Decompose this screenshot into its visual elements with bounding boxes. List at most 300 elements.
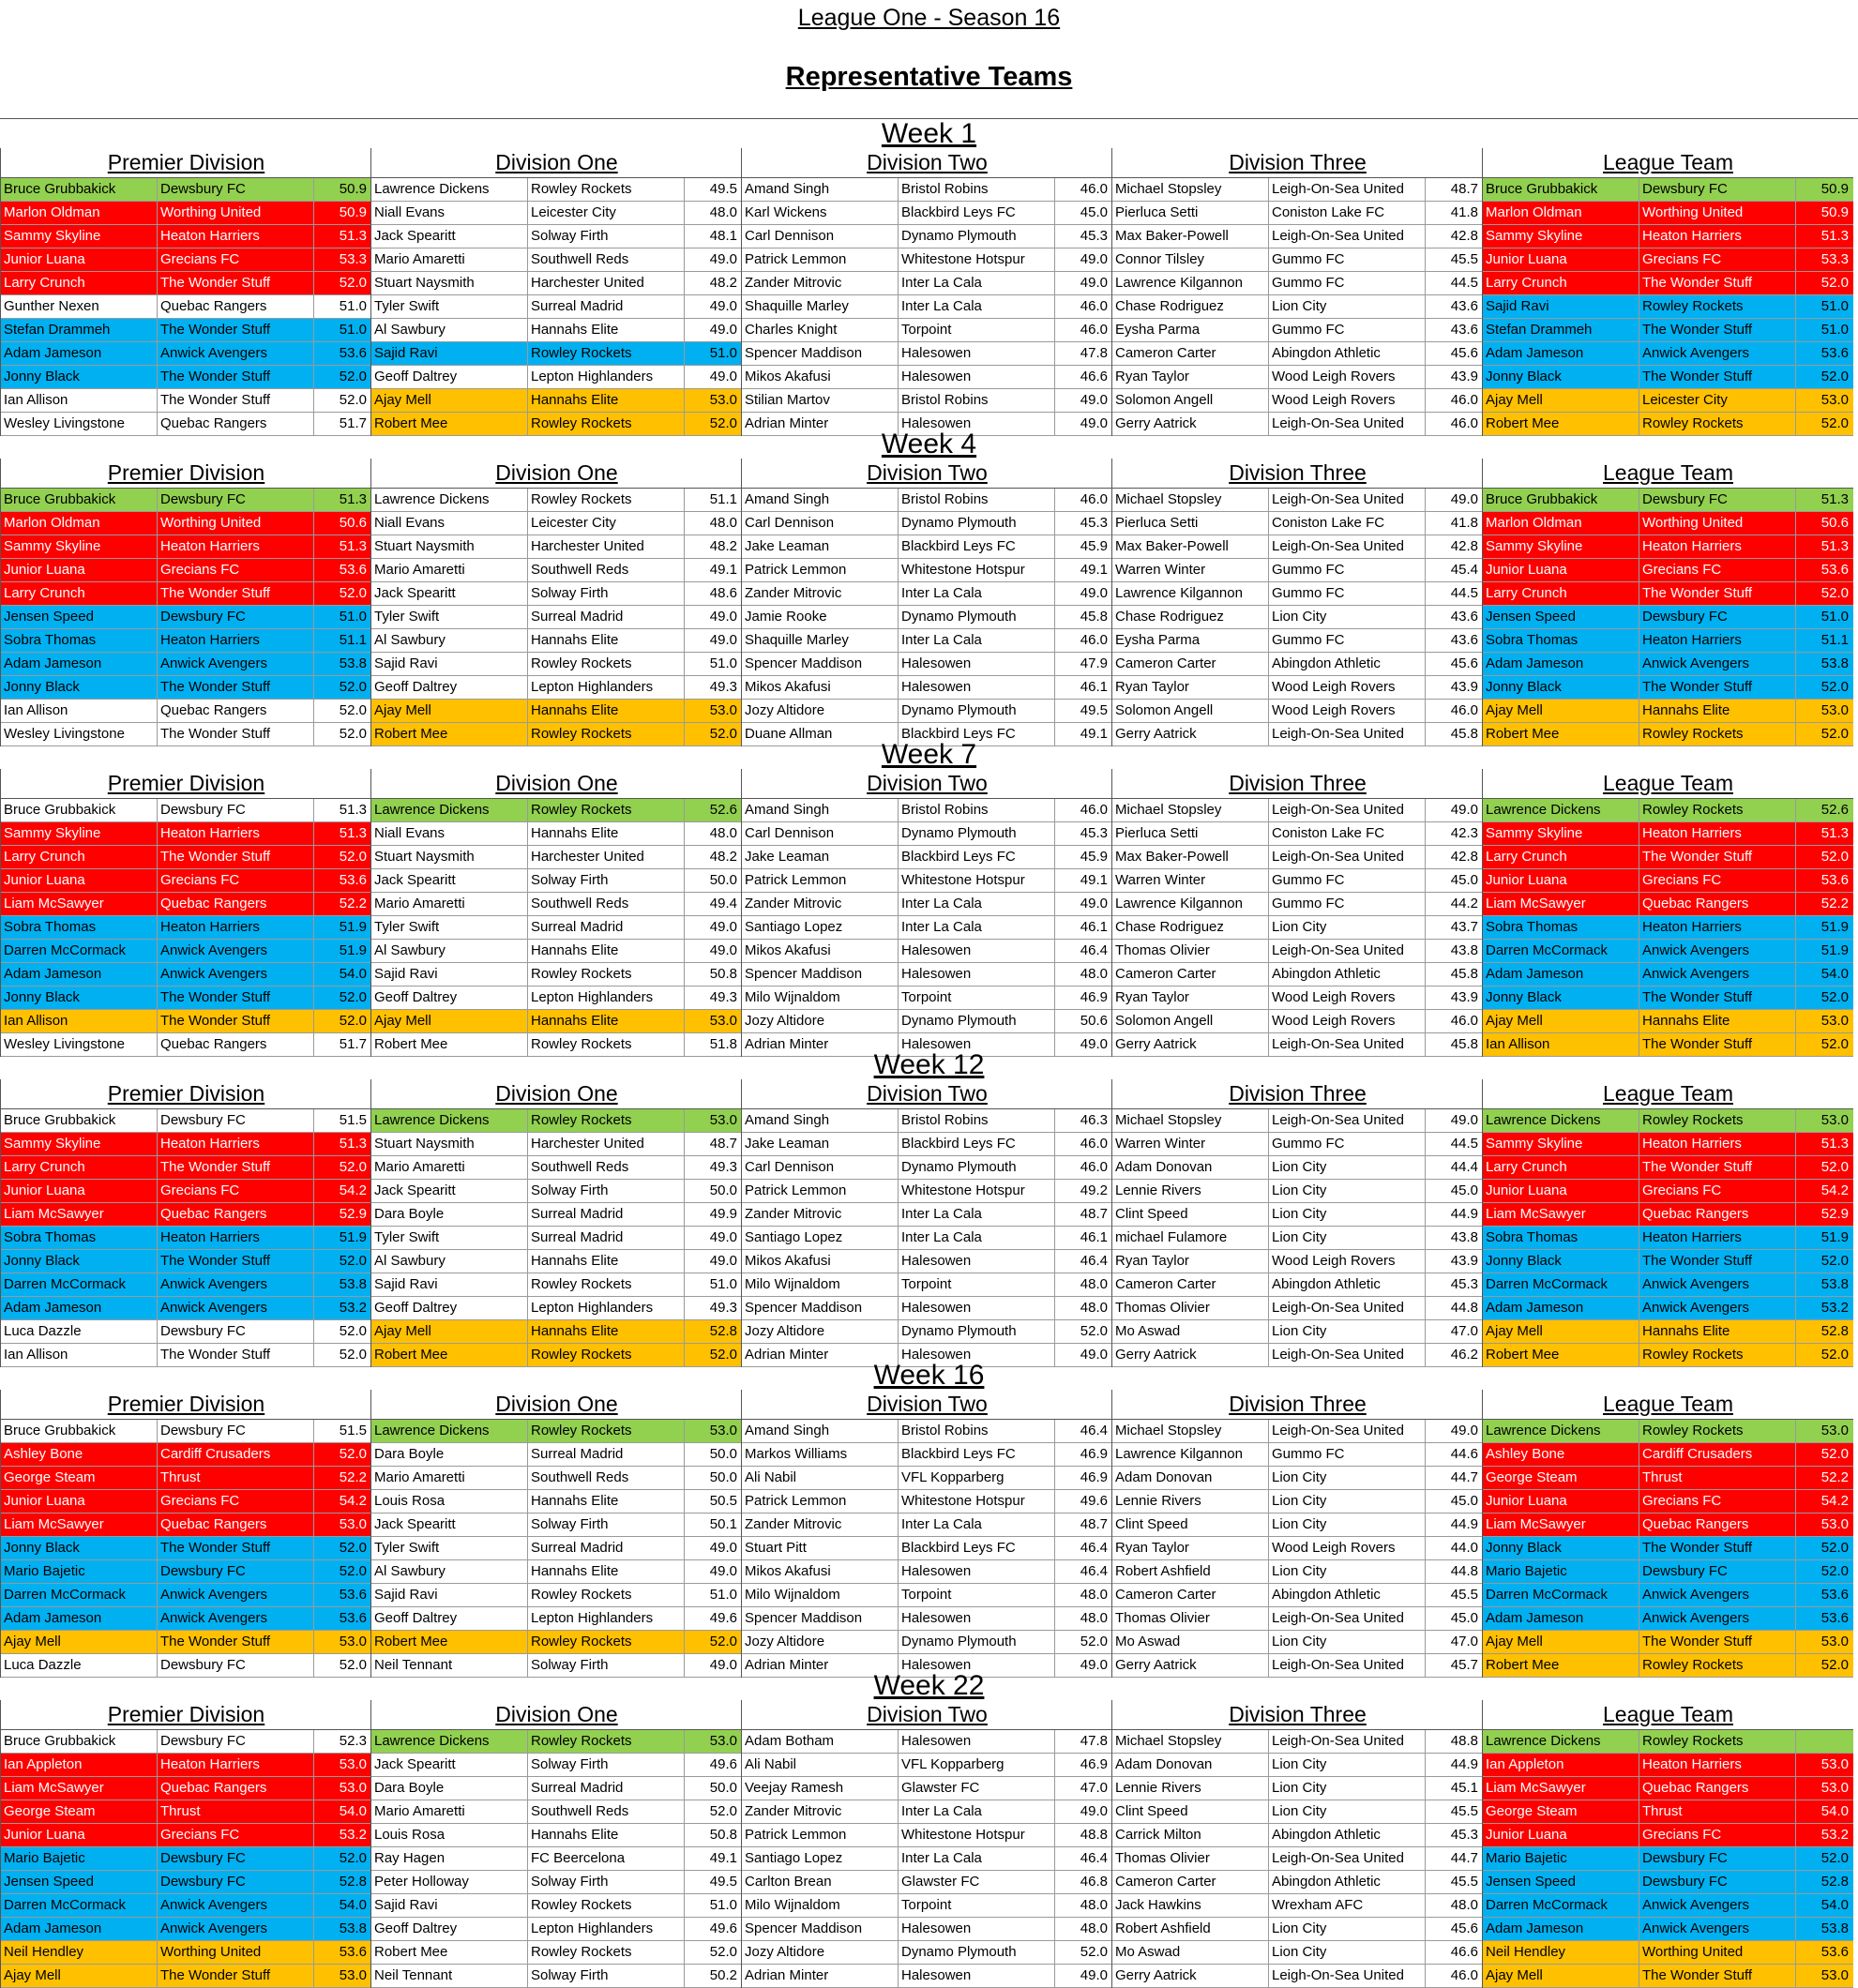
table-row[interactable] (1, 1754, 371, 1777)
team-name-cell[interactable]: Solway Firth (528, 1514, 685, 1536)
player-name-cell[interactable]: Jack Spearitt (371, 225, 528, 248)
team-name-cell[interactable]: Heaton Harriers (158, 225, 314, 248)
score-cell[interactable]: 49.1 (709, 562, 737, 578)
team-name-cell[interactable]: Coniston Lake FC (1269, 822, 1426, 845)
player-name-cell[interactable]: Tyler Swift (371, 1227, 528, 1249)
score-cell[interactable]: 52.0 (1820, 369, 1849, 384)
player-name-cell[interactable]: Milo Wijnaldom (742, 1894, 899, 1917)
player-name-cell[interactable]: Jonny Black (1483, 366, 1639, 388)
score-cell[interactable]: 48.0 (1080, 1587, 1108, 1603)
score-cell[interactable]: 50.2 (709, 1967, 737, 1983)
score-cell[interactable]: 45.1 (1450, 1780, 1478, 1796)
team-name-cell[interactable]: The Wonder Stuff (1639, 986, 1796, 1009)
team-name-cell[interactable]: Lion City (1269, 1754, 1426, 1776)
player-name-cell[interactable]: Adam Donovan (1112, 1754, 1269, 1776)
score-cell[interactable]: 53.0 (1820, 1423, 1849, 1438)
score-cell[interactable]: 44.9 (1450, 1206, 1478, 1222)
score-cell[interactable]: 50.9 (1820, 181, 1849, 197)
table-row[interactable] (1112, 389, 1483, 413)
table-row[interactable] (1112, 1777, 1483, 1800)
player-name-cell[interactable]: Carlton Brean (742, 1871, 899, 1893)
team-name-cell[interactable]: Inter La Cala (899, 582, 1055, 605)
score-cell[interactable]: 52.0 (339, 1013, 367, 1029)
table-row[interactable] (1483, 986, 1853, 1010)
player-name-cell[interactable]: Mario Amaretti (371, 248, 528, 271)
player-name-cell[interactable]: Sajid Ravi (371, 1894, 528, 1917)
score-cell[interactable]: 51.0 (1820, 609, 1849, 625)
player-name-cell[interactable]: Adam Jameson (1, 653, 158, 675)
team-name-cell[interactable]: The Wonder Stuff (158, 389, 314, 412)
player-name-cell[interactable]: Junior Luana (1, 559, 158, 581)
score-cell[interactable]: 53.6 (339, 1587, 367, 1603)
score-cell[interactable]: 49.3 (709, 1300, 737, 1316)
team-name-cell[interactable]: Halesowen (899, 1918, 1055, 1940)
team-name-cell[interactable]: Inter La Cala (899, 916, 1055, 939)
table-row[interactable] (371, 1467, 742, 1490)
score-cell[interactable]: 49.9 (709, 1206, 737, 1222)
team-name-cell[interactable]: VFL Kopparberg (899, 1754, 1055, 1776)
score-cell[interactable]: 48.2 (709, 275, 737, 291)
player-name-cell[interactable]: Veejay Ramesh (742, 1777, 899, 1800)
table-row[interactable] (1, 1203, 371, 1227)
team-name-cell[interactable]: Gummo FC (1269, 248, 1426, 271)
score-cell[interactable]: 49.0 (709, 919, 737, 935)
table-row[interactable] (1, 1847, 371, 1871)
table-row[interactable] (742, 295, 1112, 319)
score-cell[interactable]: 51.3 (1820, 538, 1849, 554)
table-row[interactable] (1112, 1560, 1483, 1584)
score-cell[interactable]: 52.0 (1820, 1850, 1849, 1866)
table-row[interactable] (742, 1584, 1112, 1607)
player-name-cell[interactable]: Milo Wijnaldom (742, 1584, 899, 1606)
table-row[interactable] (1483, 1133, 1853, 1156)
score-cell[interactable]: 51.0 (1820, 298, 1849, 314)
score-cell[interactable]: 51.7 (339, 1036, 367, 1052)
score-cell[interactable]: 49.0 (709, 942, 737, 958)
table-row[interactable] (1112, 1156, 1483, 1180)
player-name-cell[interactable]: Sammy Skyline (1, 1133, 158, 1155)
score-cell[interactable]: 52.0 (339, 702, 367, 718)
team-name-cell[interactable]: Dynamo Plymouth (899, 1631, 1055, 1653)
team-name-cell[interactable]: Lion City (1269, 1156, 1426, 1179)
team-name-cell[interactable]: Inter La Cala (899, 1847, 1055, 1870)
player-name-cell[interactable]: Stuart Naysmith (371, 272, 528, 294)
table-row[interactable] (1, 940, 371, 963)
score-cell[interactable]: 52.2 (339, 896, 367, 911)
score-cell[interactable]: 54.2 (339, 1493, 367, 1509)
team-name-cell[interactable]: Solway Firth (528, 582, 685, 605)
player-name-cell[interactable]: Jonny Black (1, 366, 158, 388)
player-name-cell[interactable]: Robert Mee (1483, 1344, 1639, 1366)
player-name-cell[interactable]: Junior Luana (1, 869, 158, 892)
player-name-cell[interactable]: Darren McCormack (1483, 1584, 1639, 1606)
score-cell[interactable]: 45.7 (1450, 1657, 1478, 1673)
table-row[interactable] (371, 1941, 742, 1965)
table-row[interactable] (1, 1607, 371, 1631)
table-row[interactable] (1483, 700, 1853, 723)
team-name-cell[interactable]: Solway Firth (528, 869, 685, 892)
score-cell[interactable]: 50.9 (339, 204, 367, 220)
table-row[interactable] (742, 653, 1112, 676)
score-cell[interactable]: 52.0 (1080, 1634, 1108, 1649)
table-row[interactable] (1, 846, 371, 869)
score-cell[interactable]: 43.8 (1450, 1229, 1478, 1245)
team-name-cell[interactable]: Leigh-On-Sea United (1269, 1730, 1426, 1753)
team-name-cell[interactable]: The Wonder Stuff (158, 1965, 314, 1987)
team-name-cell[interactable]: Rowley Rockets (1639, 413, 1796, 435)
score-cell[interactable]: 54.0 (339, 966, 367, 982)
team-name-cell[interactable]: Leigh-On-Sea United (1269, 1109, 1426, 1132)
score-cell[interactable]: 52.2 (1820, 1469, 1849, 1485)
player-name-cell[interactable]: Sammy Skyline (1483, 1133, 1639, 1155)
table-row[interactable] (371, 916, 742, 940)
score-cell[interactable]: 53.0 (1820, 1112, 1849, 1128)
score-cell[interactable]: 47.0 (1080, 1780, 1108, 1796)
score-cell[interactable]: 52.0 (1080, 1944, 1108, 1960)
player-name-cell[interactable]: Michael Stopsley (1112, 799, 1269, 821)
player-name-cell[interactable]: Ryan Taylor (1112, 366, 1269, 388)
team-name-cell[interactable]: Halesowen (899, 1607, 1055, 1630)
table-row[interactable] (1112, 1871, 1483, 1894)
team-name-cell[interactable]: Halesowen (899, 1250, 1055, 1273)
player-name-cell[interactable]: Ajay Mell (1483, 1320, 1639, 1343)
team-name-cell[interactable]: Southwell Reds (528, 559, 685, 581)
score-cell[interactable]: 52.6 (709, 802, 737, 818)
player-name-cell[interactable]: Tyler Swift (371, 295, 528, 318)
table-row[interactable] (742, 178, 1112, 202)
team-name-cell[interactable]: Lion City (1269, 1203, 1426, 1226)
table-row[interactable] (742, 822, 1112, 846)
score-cell[interactable]: 52.2 (339, 1469, 367, 1485)
score-cell[interactable]: 45.0 (1450, 872, 1478, 888)
player-name-cell[interactable]: Markos Williams (742, 1443, 899, 1466)
table-row[interactable] (1, 319, 371, 342)
team-name-cell[interactable]: Dynamo Plymouth (899, 1010, 1055, 1032)
table-row[interactable] (742, 1490, 1112, 1514)
table-row[interactable] (371, 1560, 742, 1584)
player-name-cell[interactable]: Mario Amaretti (371, 1800, 528, 1823)
player-name-cell[interactable]: Geoff Daltrey (371, 366, 528, 388)
player-name-cell[interactable]: Jonny Black (1483, 986, 1639, 1009)
player-name-cell[interactable]: Zander Mitrovic (742, 582, 899, 605)
score-cell[interactable]: 54.2 (1820, 1493, 1849, 1509)
score-cell[interactable]: 46.0 (1080, 298, 1108, 314)
table-row[interactable] (1112, 366, 1483, 389)
table-row[interactable] (371, 1420, 742, 1443)
table-row[interactable] (1112, 1607, 1483, 1631)
team-name-cell[interactable]: Leicester City (528, 202, 685, 224)
table-row[interactable] (1, 1894, 371, 1918)
table-row[interactable] (371, 1156, 742, 1180)
player-name-cell[interactable]: Junior Luana (1, 1490, 158, 1513)
player-name-cell[interactable]: Adam Jameson (1483, 342, 1639, 365)
table-row[interactable] (1483, 676, 1853, 700)
score-cell[interactable]: 51.1 (339, 632, 367, 648)
team-name-cell[interactable]: Leigh-On-Sea United (1269, 940, 1426, 962)
score-cell[interactable]: 46.0 (1450, 702, 1478, 718)
table-row[interactable] (742, 272, 1112, 295)
team-name-cell[interactable]: Hannahs Elite (1639, 1320, 1796, 1343)
team-name-cell[interactable]: Grecians FC (158, 559, 314, 581)
table-row[interactable] (371, 512, 742, 535)
player-name-cell[interactable]: Bruce Grubbakick (1, 1730, 158, 1753)
score-cell[interactable]: 52.3 (339, 1733, 367, 1749)
score-cell[interactable]: 45.3 (1080, 825, 1108, 841)
table-row[interactable] (742, 846, 1112, 869)
player-name-cell[interactable]: Clint Speed (1112, 1203, 1269, 1226)
player-name-cell[interactable]: Bruce Grubbakick (1, 1109, 158, 1132)
player-name-cell[interactable]: Cameron Carter (1112, 653, 1269, 675)
table-row[interactable] (1, 893, 371, 916)
score-cell[interactable]: 49.1 (1080, 726, 1108, 742)
score-cell[interactable]: 43.6 (1450, 298, 1478, 314)
team-name-cell[interactable]: Rowley Rockets (1639, 1109, 1796, 1132)
table-row[interactable] (371, 1777, 742, 1800)
table-row[interactable] (1112, 629, 1483, 653)
team-name-cell[interactable]: Halesowen (899, 342, 1055, 365)
score-cell[interactable]: 45.0 (1080, 204, 1108, 220)
team-name-cell[interactable]: Quebac Rangers (158, 1777, 314, 1800)
table-row[interactable] (1112, 1273, 1483, 1297)
table-row[interactable] (371, 1010, 742, 1033)
team-name-cell[interactable]: Surreal Madrid (528, 1537, 685, 1559)
player-name-cell[interactable]: Larry Crunch (1483, 582, 1639, 605)
table-row[interactable] (371, 1490, 742, 1514)
team-name-cell[interactable]: Quebac Rangers (1639, 893, 1796, 915)
table-row[interactable] (1483, 1490, 1853, 1514)
score-cell[interactable]: 52.0 (709, 1347, 737, 1363)
score-cell[interactable]: 46.4 (1080, 1850, 1108, 1866)
table-row[interactable] (371, 822, 742, 846)
table-row[interactable] (1112, 248, 1483, 272)
score-cell[interactable]: 47.0 (1450, 1323, 1478, 1339)
team-name-cell[interactable]: Wood Leigh Rovers (1269, 1537, 1426, 1559)
team-name-cell[interactable]: Halesowen (899, 1654, 1055, 1677)
score-cell[interactable]: 52.8 (339, 1874, 367, 1890)
player-name-cell[interactable]: Junior Luana (1483, 1180, 1639, 1202)
score-cell[interactable]: 49.1 (1080, 872, 1108, 888)
team-name-cell[interactable]: Surreal Madrid (528, 916, 685, 939)
player-name-cell[interactable]: Solomon Angell (1112, 700, 1269, 722)
team-name-cell[interactable]: Hannahs Elite (528, 1320, 685, 1343)
team-name-cell[interactable]: Surreal Madrid (528, 295, 685, 318)
team-name-cell[interactable]: Hannahs Elite (528, 1824, 685, 1846)
team-name-cell[interactable]: Hannahs Elite (528, 822, 685, 845)
score-cell[interactable]: 44.8 (1450, 1300, 1478, 1316)
player-name-cell[interactable]: Ali Nabil (742, 1467, 899, 1489)
team-name-cell[interactable]: Grecians FC (1639, 248, 1796, 271)
player-name-cell[interactable]: Robert Ashfield (1112, 1560, 1269, 1583)
player-name-cell[interactable]: Mo Aswad (1112, 1941, 1269, 1964)
score-cell[interactable]: 49.0 (1080, 896, 1108, 911)
score-cell[interactable]: 45.6 (1450, 1920, 1478, 1936)
player-name-cell[interactable]: Gerry Aatrick (1112, 723, 1269, 746)
score-cell[interactable]: 52.0 (1820, 1347, 1849, 1363)
score-cell[interactable]: 53.0 (1820, 702, 1849, 718)
score-cell[interactable]: 51.8 (709, 1036, 737, 1052)
table-row[interactable] (742, 606, 1112, 629)
player-name-cell[interactable]: michael Fulamore (1112, 1227, 1269, 1249)
table-row[interactable] (1112, 916, 1483, 940)
table-row[interactable] (371, 1871, 742, 1894)
score-cell[interactable]: 46.0 (1080, 802, 1108, 818)
score-cell[interactable]: 53.6 (1820, 1944, 1849, 1960)
team-name-cell[interactable]: Abingdon Athletic (1269, 653, 1426, 675)
table-row[interactable] (371, 1227, 742, 1250)
player-name-cell[interactable]: Eysha Parma (1112, 319, 1269, 341)
score-cell[interactable]: 52.0 (709, 1634, 737, 1649)
table-row[interactable] (1112, 1514, 1483, 1537)
team-name-cell[interactable]: Dewsbury FC (158, 489, 314, 511)
score-cell[interactable]: 46.0 (1450, 392, 1478, 408)
player-name-cell[interactable]: Carl Dennison (742, 1156, 899, 1179)
team-name-cell[interactable]: Anwick Avengers (1639, 940, 1796, 962)
team-name-cell[interactable]: Halesowen (899, 1965, 1055, 1987)
team-name-cell[interactable]: Quebac Rangers (158, 1033, 314, 1056)
team-name-cell[interactable]: Leigh-On-Sea United (1269, 1607, 1426, 1630)
table-row[interactable] (1, 653, 371, 676)
player-name-cell[interactable]: Ryan Taylor (1112, 1537, 1269, 1559)
player-name-cell[interactable]: Ajay Mell (1483, 1010, 1639, 1032)
player-name-cell[interactable]: Ajay Mell (1483, 1965, 1639, 1987)
player-name-cell[interactable]: Robert Mee (1483, 1654, 1639, 1677)
score-cell[interactable]: 53.2 (1820, 1300, 1849, 1316)
table-row[interactable] (1, 1824, 371, 1847)
team-name-cell[interactable]: Rowley Rockets (528, 1730, 685, 1753)
score-cell[interactable]: 45.3 (1450, 1827, 1478, 1843)
player-name-cell[interactable]: Mario Bajetic (1, 1560, 158, 1583)
table-row[interactable] (1483, 963, 1853, 986)
team-name-cell[interactable]: The Wonder Stuff (158, 723, 314, 746)
player-name-cell[interactable]: Mario Bajetic (1, 1847, 158, 1870)
table-row[interactable] (1112, 1420, 1483, 1443)
score-cell[interactable]: 48.0 (1080, 1610, 1108, 1626)
score-cell[interactable]: 46.4 (1080, 1253, 1108, 1269)
score-cell[interactable]: 45.9 (1080, 849, 1108, 865)
score-cell[interactable]: 41.8 (1450, 204, 1478, 220)
score-cell[interactable]: 52.0 (1820, 849, 1849, 865)
score-cell[interactable]: 43.6 (1450, 322, 1478, 338)
team-name-cell[interactable]: Halesowen (899, 940, 1055, 962)
player-name-cell[interactable]: Larry Crunch (1, 272, 158, 294)
player-name-cell[interactable]: Shaquille Marley (742, 295, 899, 318)
score-cell[interactable]: 52.0 (339, 369, 367, 384)
team-name-cell[interactable]: The Wonder Stuff (1639, 582, 1796, 605)
table-row[interactable] (1483, 1250, 1853, 1273)
table-row[interactable] (1483, 248, 1853, 272)
player-name-cell[interactable]: Liam McSawyer (1, 1203, 158, 1226)
table-row[interactable] (371, 225, 742, 248)
score-cell[interactable]: 53.6 (1820, 872, 1849, 888)
score-cell[interactable]: 46.9 (1080, 989, 1108, 1005)
score-cell[interactable]: 52.0 (339, 1540, 367, 1556)
player-name-cell[interactable]: George Steam (1, 1467, 158, 1489)
player-name-cell[interactable]: Mikos Akafusi (742, 676, 899, 699)
table-row[interactable] (1483, 1320, 1853, 1344)
team-name-cell[interactable]: FC Beercelona (528, 1847, 685, 1870)
team-name-cell[interactable]: The Wonder Stuff (1639, 1965, 1796, 1987)
player-name-cell[interactable]: Sobra Thomas (1, 629, 158, 652)
player-name-cell[interactable]: Al Sawbury (371, 629, 528, 652)
score-cell[interactable]: 54.2 (339, 1182, 367, 1198)
table-row[interactable] (1483, 869, 1853, 893)
table-row[interactable] (1, 178, 371, 202)
team-name-cell[interactable]: Anwick Avengers (1639, 1273, 1796, 1296)
player-name-cell[interactable]: Spencer Maddison (742, 963, 899, 986)
player-name-cell[interactable]: Jensen Speed (1, 606, 158, 628)
score-cell[interactable]: 53.0 (709, 1733, 737, 1749)
score-cell[interactable]: 53.8 (339, 655, 367, 671)
player-name-cell[interactable]: Ian Allison (1, 389, 158, 412)
table-row[interactable] (1, 1133, 371, 1156)
player-name-cell[interactable]: Michael Stopsley (1112, 1109, 1269, 1132)
table-row[interactable] (1112, 582, 1483, 606)
score-cell[interactable]: 46.1 (1080, 1229, 1108, 1245)
score-cell[interactable]: 48.7 (1080, 1206, 1108, 1222)
score-cell[interactable]: 53.0 (709, 1013, 737, 1029)
player-name-cell[interactable]: Jonny Black (1, 676, 158, 699)
table-row[interactable] (742, 940, 1112, 963)
score-cell[interactable]: 46.0 (1080, 1136, 1108, 1152)
table-row[interactable] (1483, 1537, 1853, 1560)
team-name-cell[interactable]: Anwick Avengers (158, 1918, 314, 1940)
player-name-cell[interactable]: Bruce Grubbakick (1483, 489, 1639, 511)
table-row[interactable] (1, 559, 371, 582)
table-row[interactable] (1112, 1133, 1483, 1156)
team-name-cell[interactable]: Lion City (1269, 606, 1426, 628)
player-name-cell[interactable]: Carrick Milton (1112, 1824, 1269, 1846)
score-cell[interactable]: 52.0 (339, 1563, 367, 1579)
player-name-cell[interactable]: Jonny Black (1, 1250, 158, 1273)
player-name-cell[interactable]: Connor Tilsley (1112, 248, 1269, 271)
score-cell[interactable]: 52.0 (339, 679, 367, 695)
team-name-cell[interactable]: Inter La Cala (899, 1800, 1055, 1823)
team-name-cell[interactable]: Dewsbury FC (158, 1420, 314, 1442)
team-name-cell[interactable]: Surreal Madrid (528, 1443, 685, 1466)
player-name-cell[interactable]: Adam Jameson (1, 1918, 158, 1940)
player-name-cell[interactable]: Luca Dazzle (1, 1320, 158, 1343)
team-name-cell[interactable]: Anwick Avengers (158, 1584, 314, 1606)
score-cell[interactable]: 52.0 (1820, 1159, 1849, 1175)
team-name-cell[interactable]: Lion City (1269, 1941, 1426, 1964)
score-cell[interactable]: 45.8 (1450, 1036, 1478, 1052)
table-row[interactable] (1112, 342, 1483, 366)
score-cell[interactable]: 52.0 (339, 1446, 367, 1462)
table-row[interactable] (1112, 1754, 1483, 1777)
team-name-cell[interactable]: Halesowen (899, 1297, 1055, 1319)
score-cell[interactable]: 45.8 (1450, 966, 1478, 982)
score-cell[interactable]: 52.0 (339, 849, 367, 865)
table-row[interactable] (742, 559, 1112, 582)
score-cell[interactable]: 50.8 (709, 1827, 737, 1843)
player-name-cell[interactable]: Jake Leaman (742, 846, 899, 868)
player-name-cell[interactable]: Darren McCormack (1483, 1273, 1639, 1296)
table-row[interactable] (371, 1180, 742, 1203)
score-cell[interactable]: 51.0 (339, 609, 367, 625)
team-name-cell[interactable]: Anwick Avengers (1639, 963, 1796, 986)
player-name-cell[interactable]: Patrick Lemmon (742, 559, 899, 581)
team-name-cell[interactable]: Dewsbury FC (158, 1654, 314, 1677)
table-row[interactable] (1, 1631, 371, 1654)
team-name-cell[interactable]: Lepton Highlanders (528, 1918, 685, 1940)
table-row[interactable] (1112, 893, 1483, 916)
team-name-cell[interactable]: Lion City (1269, 295, 1426, 318)
player-name-cell[interactable]: Shaquille Marley (742, 629, 899, 652)
score-cell[interactable]: 48.0 (1080, 966, 1108, 982)
team-name-cell[interactable]: Gummo FC (1269, 1133, 1426, 1155)
table-row[interactable] (371, 986, 742, 1010)
table-row[interactable] (1, 1584, 371, 1607)
